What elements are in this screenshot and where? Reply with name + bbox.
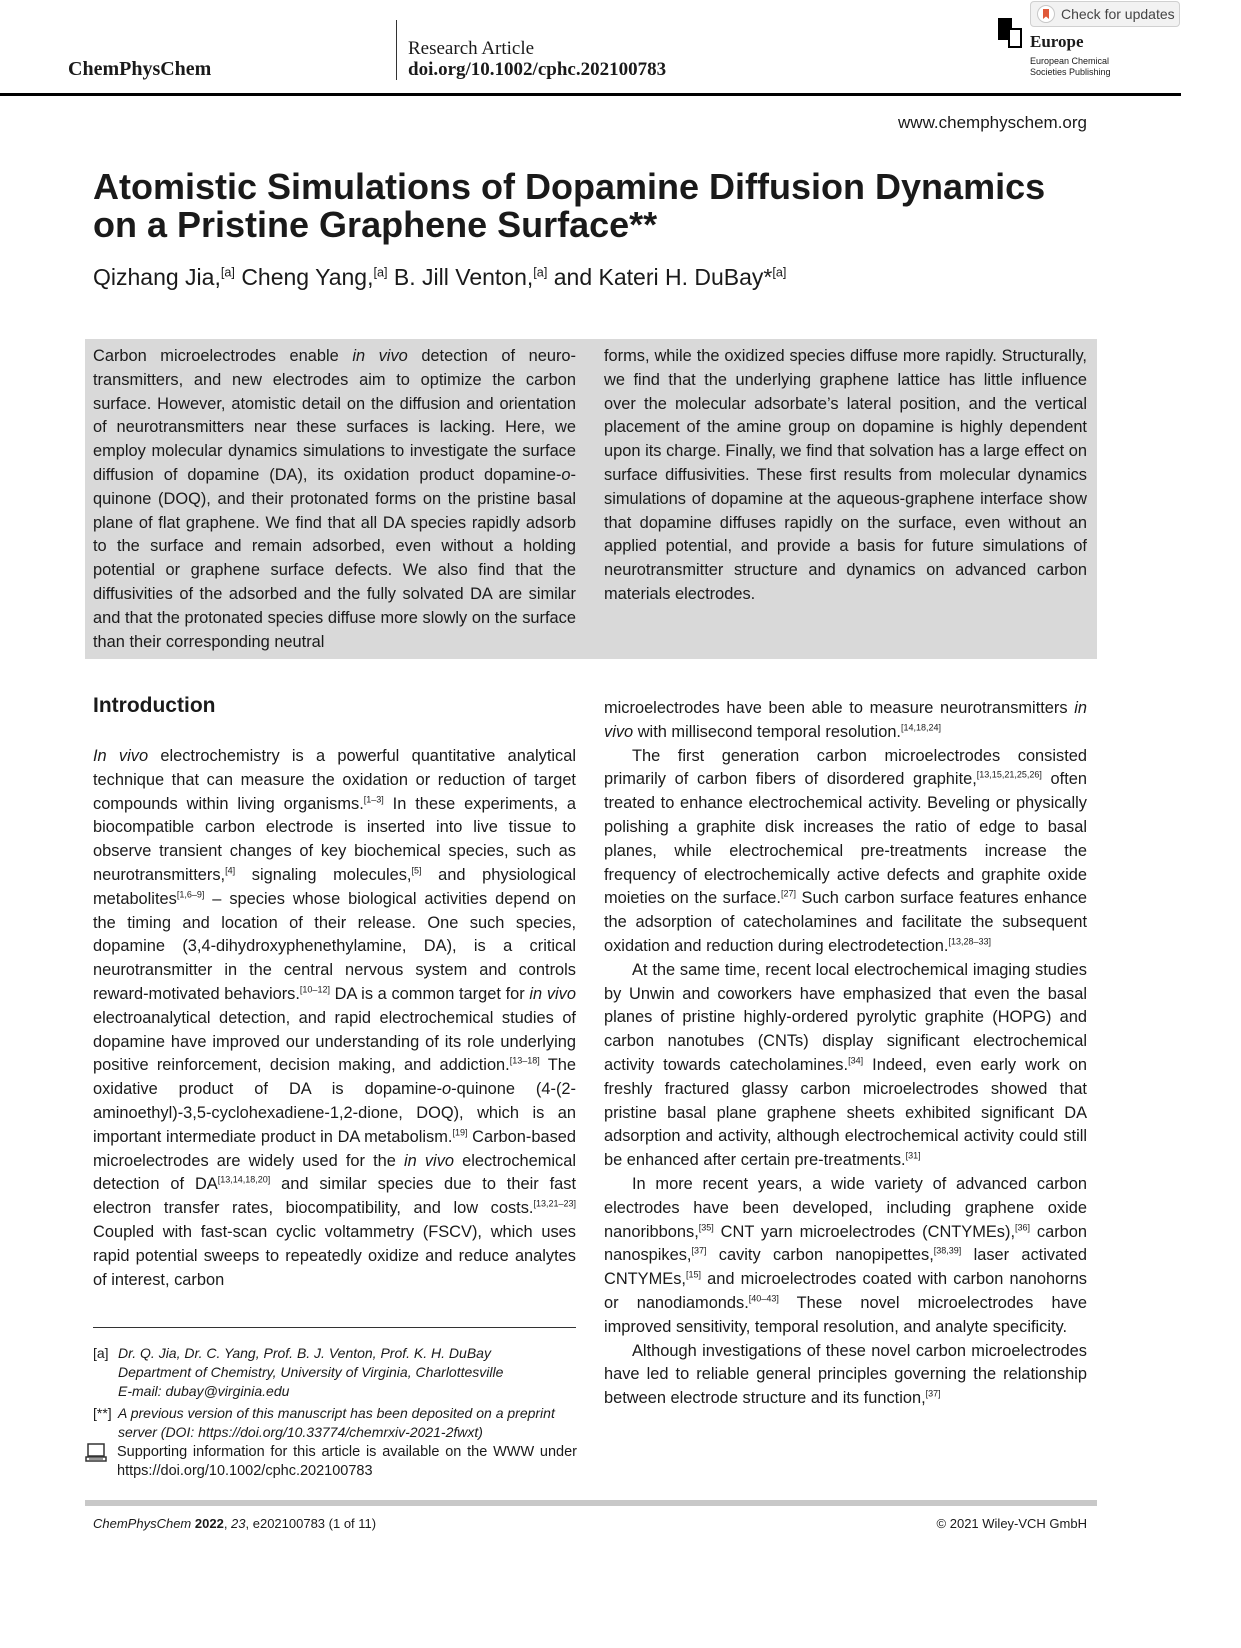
footer-bar <box>85 1500 1097 1506</box>
citation[interactable]: [5] <box>411 865 422 876</box>
citation[interactable]: [1,6–9] <box>176 889 205 900</box>
check-for-updates-label: Check for updates <box>1061 6 1175 22</box>
author: and Kateri H. DuBay* <box>553 264 773 290</box>
supporting-info-note: Supporting information for this article is available on the WWW under https://doi.org/10.1002/cphc.202100783 <box>117 1444 577 1479</box>
citation[interactable]: [13,21–23] <box>533 1198 576 1209</box>
citation[interactable]: [31] <box>905 1150 921 1161</box>
citation[interactable]: [13,15,21,25,26] <box>976 769 1042 780</box>
affiliation-mark: [a] <box>772 265 787 280</box>
check-for-updates-button[interactable] <box>1030 1 1180 27</box>
footnote-tag: [**] <box>93 1405 112 1421</box>
section-heading: Introduction <box>93 694 216 717</box>
citation[interactable]: [37] <box>691 1245 707 1256</box>
author: Qizhang Jia, <box>93 264 221 290</box>
citation[interactable]: [1–3] <box>363 794 384 805</box>
citation[interactable]: [15] <box>685 1269 701 1280</box>
citation[interactable]: [27] <box>780 888 796 899</box>
footer-copyright: © 2021 Wiley-VCH GmbH <box>936 1516 1087 1531</box>
bookmark-icon <box>1037 5 1055 23</box>
author: B. Jill Venton, <box>393 264 534 290</box>
citation[interactable]: [34] <box>848 1055 864 1066</box>
body-right-column <box>604 697 1087 1411</box>
paragraph: In vivo electrochemistry is a powerful quantitative analytical technique that can measure the oxidation or reduction of target compounds within living organisms.[1–3] In these experiments, a biocompatible carbon electrode is inserted into live tissue to observe transient changes of key biochemical species, such as neurotransmitters,[4] signaling molecules,[5] and physiological metabolites[1,6–9] – species whose biological activities depend on the timing and location of their release. One such species, dopamine (3,4-dihydroxyphenethylamine, DA), is a critical neurotransmitter in the central nervous system and controls reward-motivated behaviors.[10–12] DA is a common target for in vivo electroanalytical detection, and rapid electrochemical studies of dopamine have improved our understanding of its role underlying positive reinforcement, decision making, and addiction.[13–18] The oxidative product of DA is dopamine-o-quinone (4-(2-aminoethyl)-3,5-cyclohexadiene-1,2-dione, DOQ), which is an important intermediate product in DA metabolism.[19] Carbon-based microelectrodes are widely used for the in vivo electrochemical detection of DA[13,14,18,20] and similar species due to their fast electron transfer rates, biocompatibility, and low costs.[13,21–23] Coupled with fast-scan cyclic voltammetry (FSCV), which uses rapid potential sweeps to repeatedly oxidize and reduce analytes of interest, carbon <box>93 747 576 1289</box>
citation[interactable]: [35] <box>698 1222 714 1233</box>
citation[interactable]: [36] <box>1015 1222 1031 1233</box>
paragraph: The first generation carbon microelectrodes consisted primarily of carbon fibers of disordered graphite,[13,15,21,25,26] often treated to enhance electrochemical activity. Beveling or physically polishing a graphite disk increases the ratio of edge to basal planes, while electrochemical pre-treatments increase the frequency of electrochemically active defects and graphite oxide moieties on the surface.[27] Such carbon surface features enhance the adsorption of catecholamines and facilitate the subsequent oxidation and reduction during electrodetection.[13,28–33] <box>604 746 1088 955</box>
citation[interactable]: [13–18] <box>509 1055 540 1066</box>
citation[interactable]: [40–43] <box>748 1293 779 1304</box>
doi-link[interactable]: doi.org/10.1002/cphc.202100783 <box>408 59 667 80</box>
author-list <box>93 264 786 291</box>
publisher-subtitle: European Chemical Societies Publishing <box>1030 56 1111 77</box>
citation[interactable]: [4] <box>225 865 236 876</box>
article-type: Research Article <box>408 38 535 59</box>
author: Cheng Yang, <box>241 264 374 290</box>
publisher-name: Europe <box>1030 32 1084 51</box>
abstract-left-column: Carbon microelectrodes enable in vivo detection of neurotransmitters, and new electrodes aim to optimize the carbon surface. However, atomistic detail on the diffusion and orientation of neurotransmitters near these surfaces is lacking. Here, we employ molecular dynamics simulations to investigate the surface diffusion of dopamine (DA), its oxidation product dopamine-o-quinone (DOQ), and their protonated forms on the pristine basal plane of flat graphene. We find that all DA species rapidly adsorb to the surface and remain adsorbed, even without a holding potential or graphene surface defects. We also find that the diffusivities of the adsorbed and the fully solvated DA are similar and that the protonated species diffuse more slowly on the surface than their corresponding neutral <box>93 347 576 651</box>
author-email[interactable]: E-mail: dubay@virginia.edu <box>118 1383 290 1399</box>
footer-citation: ChemPhysChem 2022, 23, e202100783 (1 of 11) <box>93 1516 377 1531</box>
citation[interactable]: [19] <box>452 1127 468 1138</box>
affiliation-mark: [a] <box>533 265 548 280</box>
journal-website[interactable]: www.chemphyschem.org <box>898 113 1087 132</box>
citation[interactable]: [37] <box>925 1388 941 1399</box>
footnote-tag: [a] <box>93 1345 109 1361</box>
computer-icon <box>85 1443 107 1463</box>
article-title: Atomistic Simulations of Dopamine Diffusion Dynamics on a Pristine Graphene Surface** <box>93 166 1046 245</box>
journal-name: ChemPhysChem <box>68 58 212 80</box>
citation[interactable]: [13,28–33] <box>948 936 991 947</box>
paragraph: Although investigations of these novel carbon microelectrodes have led to reliable general principles governing the relationship between electrode structure and its function,[37] <box>604 1341 1087 1408</box>
affiliation-mark: [a] <box>373 265 388 280</box>
preprint-footnote: A previous version of this manuscript has been deposited on a preprint server (DOI: https://doi.org/10.33774/chemrxiv-2021-2fwxt) <box>118 1405 555 1440</box>
header-rule <box>0 93 1181 96</box>
body-left-column <box>93 745 576 1292</box>
abstract-right-column: forms, while the oxidized species diffuse more rapidly. Structurally, we find that the underlying graphene lattice has little influence over the molecular adsorbate’s lateral position, and the vertical placement of the amine group on dopamine is highly dependent upon its charge. Finally, we find that solvation has a large effect on surface diffusivities. These first results from molecular dynamics simulations of dopamine at the aqueous-graphene interface show that dopamine diffuses rapidly on the surface, even without an applied potential, and provide a basis for future simulations of neurotransmitter structure and dynamics on advanced carbon materials electrodes. <box>604 347 1087 603</box>
citation[interactable]: [13,14,18,20] <box>217 1174 271 1185</box>
paragraph: microelectrodes have been able to measure neurotransmitters in vivo with millisecond temporal resolution.[14,18,24] <box>604 699 1087 741</box>
affiliation-mark: [a] <box>220 265 235 280</box>
affiliation-footnote: Dr. Q. Jia, Dr. C. Yang, Prof. B. J. Venton, Prof. K. H. DuBay Department of Chemistry, University of Virginia, Charlottesville E-mail: dubay@virginia.edu <box>118 1344 578 1401</box>
paragraph: At the same time, recent local electrochemical imaging studies by Unwin and coworkers have emphasized that even the basal planes of pristine highly-ordered pyrolytic graphite (HOPG) and carbon nanotubes (CNTs) display significant electrochemical activity towards catecholamines.[34] Indeed, even early work on freshly fractured glassy carbon microelectrodes showed that pristine basal plane graphene sheets exhibited significant DA adsorption and activity, although electrochemical activity could still be enhanced after certain pre-treatments.[31] <box>604 960 1087 1170</box>
citation[interactable]: [14,18,24] <box>901 722 942 733</box>
footnote-rule <box>93 1327 576 1328</box>
citation[interactable]: [10–12] <box>299 984 330 995</box>
header-divider <box>396 20 397 80</box>
publisher-logo-icon <box>998 18 1024 48</box>
citation[interactable]: [38,39] <box>933 1245 962 1256</box>
paragraph: In more recent years, a wide variety of advanced carbon electrodes have been developed, including graphene oxide nanoribbons,[35] CNT yarn microelectrodes (CNTYMEs),[36] carbon nanospikes,[37] cavity carbon nanopipettes,[38,39] laser activated CNTYMEs,[15] and microelectrodes coated with carbon nanohorns or nanodiamonds.[40–43] These novel microelectrodes have improved sensitivity, temporal resolution, and analyte specificity. <box>604 1174 1088 1336</box>
